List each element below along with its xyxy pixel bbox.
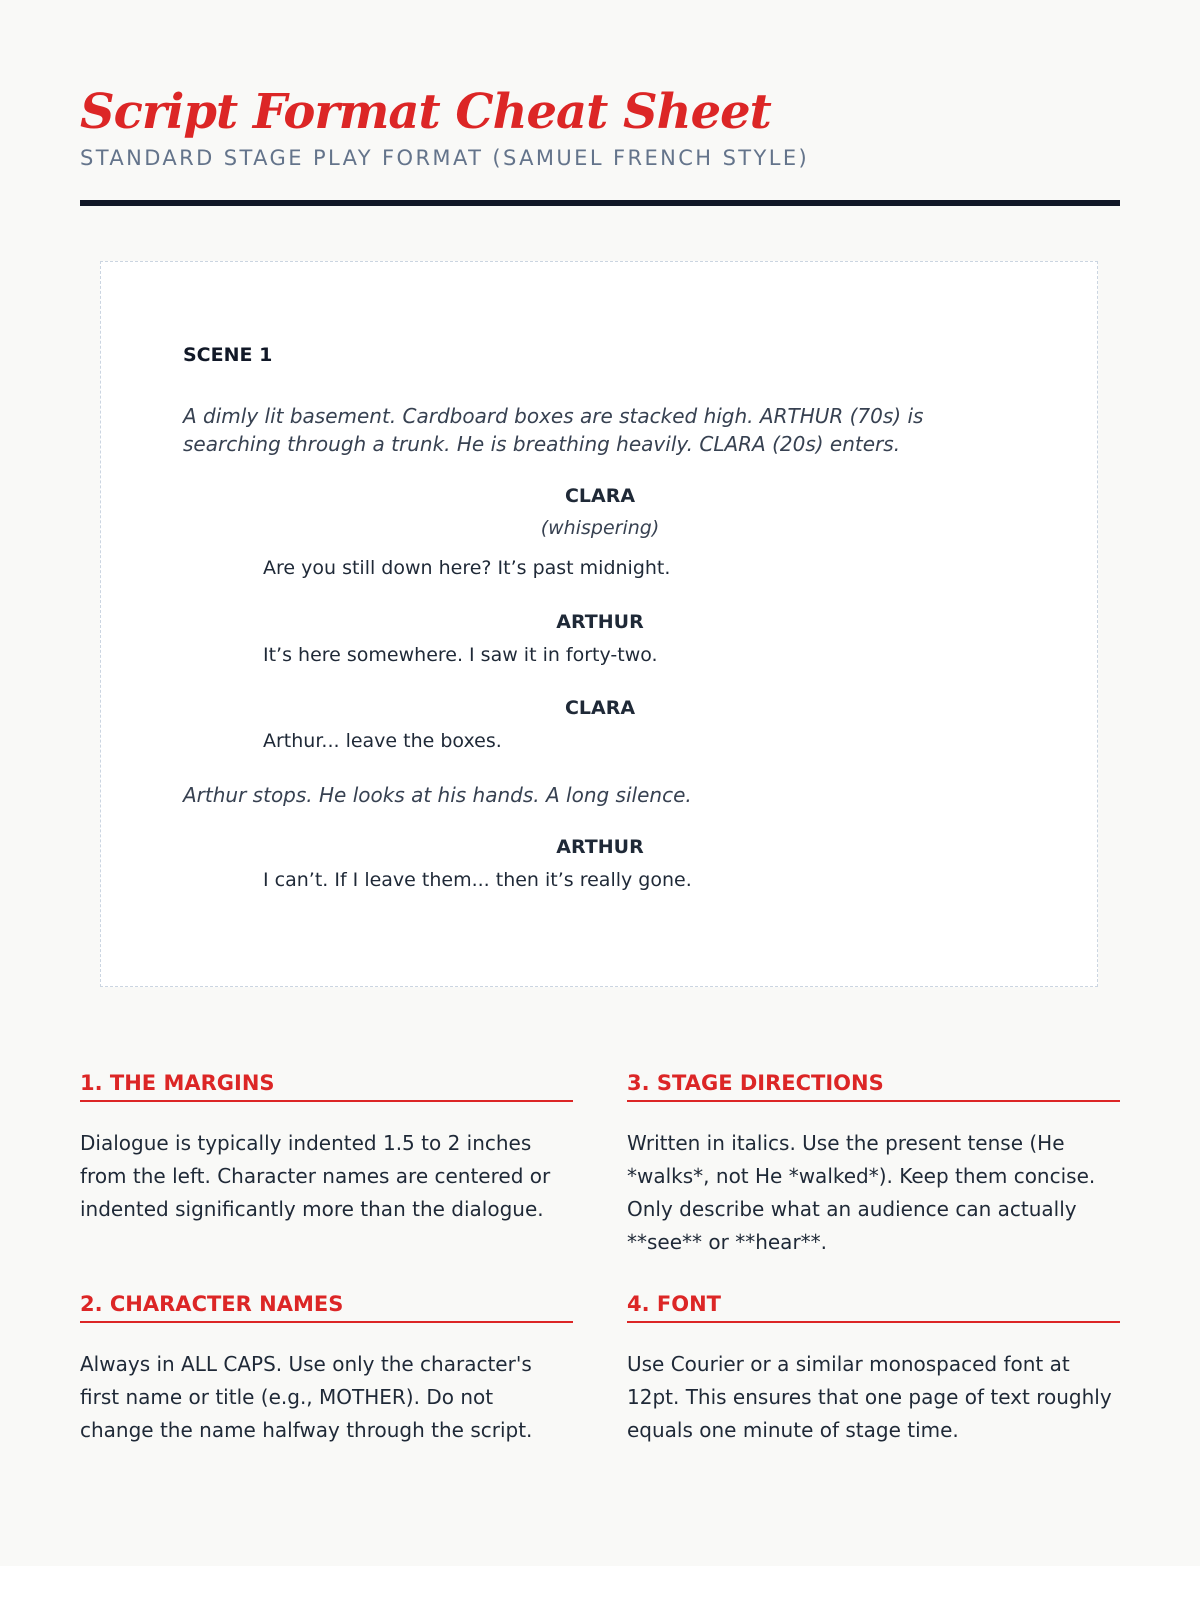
note-font [627,1289,1120,1447]
note-body: Always in ALL CAPS. Use only the character's first name or title (e.g., MOTHER). Do not change the name halfway through the script. [80,1352,533,1442]
character-name: ARTHUR [556,836,644,858]
character-name: CLARA [564,697,636,719]
page-title: Script Format Cheat Sheet [80,84,771,140]
character-name: CLARA [564,485,636,507]
scene-heading: SCENE 1 [183,344,273,366]
note-title: 3. STAGE DIRECTIONS [627,1068,1120,1102]
character-name: ARTHUR [556,611,644,633]
script-example-box [100,261,1098,987]
dialogue-line: Are you still down here? It’s past midnight. [263,557,671,579]
note-body: Dialogue is typically indented 1.5 to 2 inches from the left. Character names are centered or indented significantly more than the dialogue. [80,1131,551,1221]
note-stage-directions [627,1068,1120,1259]
note-title: 1. THE MARGINS [80,1068,573,1102]
dialogue-line: Arthur... leave the boxes. [263,730,502,752]
note-body: Use Courier or a similar monospaced font at 12pt. This ensures that one page of text roughly equals one minute of stage time. [627,1352,1112,1442]
page-subtitle: STANDARD STAGE PLAY FORMAT (SAMUEL FRENCH STYLE) [80,146,810,170]
note-title: 2. CHARACTER NAMES [80,1289,573,1323]
parenthetical: (whispering) [540,517,660,539]
header-divider [80,200,1120,206]
note-body: Written in italics. Use the present tense (He *walks*, not He *walked*). Keep them concise. Only describe what an audience can actually **see** or **hear**. [627,1131,1096,1254]
note-margins [80,1068,573,1226]
header [80,80,1120,172]
note-title: 4. FONT [627,1289,1120,1323]
dialogue-line: It’s here somewhere. I saw it in forty-two. [263,644,658,666]
note-character-names [80,1289,573,1447]
opening-stage-direction: A dimly lit basement. Cardboard boxes are stacked high. ARTHUR (70s) is searching through a trunk. He is breathing heavily. CLARA (20s) enters. [183,404,924,456]
dialogue-line: I can’t. If I leave them... then it’s really gone. [263,869,692,891]
mid-stage-direction: Arthur stops. He looks at his hands. A long silence. [183,783,692,807]
